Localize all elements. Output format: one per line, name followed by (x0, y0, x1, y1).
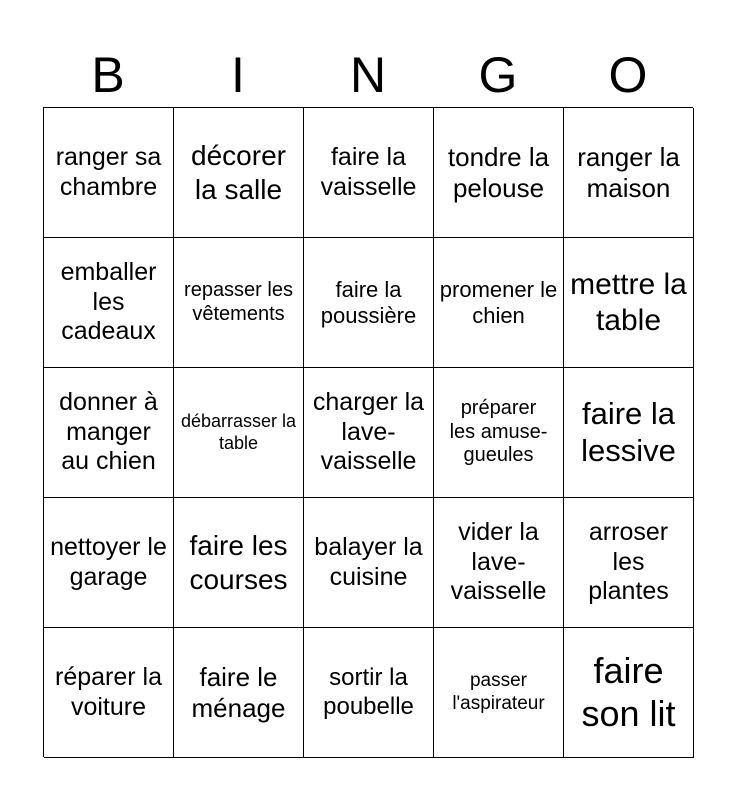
cell-text: balayer la cuisine (314, 533, 423, 591)
cell-text: arroser les plantes (588, 518, 669, 606)
cell-text: débarrasser la table (180, 411, 297, 453)
cell-text: donner à manger au chien (59, 388, 158, 476)
bingo-cell[interactable] (564, 628, 694, 758)
cell-text: faire la lessive (581, 395, 676, 468)
cell-text: nettoyer le garage (50, 533, 167, 591)
bingo-cell[interactable] (174, 368, 304, 498)
header-letter-i: I (231, 47, 245, 103)
cell-text: ranger sa chambre (55, 143, 162, 201)
bingo-cell[interactable] (44, 238, 174, 368)
cell-text: charger la lave-vaisselle (312, 388, 425, 476)
bingo-cell[interactable] (44, 368, 174, 498)
cell-text: emballer les cadeaux (60, 258, 157, 346)
header-letter-o: O (608, 47, 648, 103)
cell-text: ranger la maison (577, 141, 680, 203)
bingo-cell[interactable] (174, 108, 304, 238)
cell-text: préparer les amuse-gueules (449, 397, 548, 467)
bingo-cell[interactable] (564, 238, 694, 368)
cell-text: faire le ménage (191, 661, 286, 723)
cell-text: faire la poussière (320, 276, 417, 328)
bingo-cell[interactable] (44, 498, 174, 628)
cell-text: décorer la salle (191, 140, 286, 205)
bingo-cell[interactable] (174, 498, 304, 628)
bingo-cell[interactable] (304, 238, 434, 368)
bingo-cell[interactable] (434, 108, 564, 238)
bingo-cell[interactable] (434, 238, 564, 368)
bingo-cell[interactable] (434, 368, 564, 498)
cell-text: vider la lave-vaisselle (450, 518, 547, 606)
cell-text: repasser les vêtements (184, 278, 293, 325)
cell-text: sortir la poubelle (323, 664, 414, 720)
bingo-grid (43, 107, 693, 757)
header-letter-b: B (91, 47, 125, 103)
bingo-cell[interactable] (304, 368, 434, 498)
bingo-cell[interactable] (304, 108, 434, 238)
bingo-cell[interactable] (434, 498, 564, 628)
cell-text: passer l'aspirateur (452, 670, 545, 714)
bingo-cell[interactable] (174, 238, 304, 368)
bingo-header (43, 42, 693, 108)
bingo-cell[interactable] (44, 108, 174, 238)
header-letter-n: N (349, 47, 387, 103)
cell-text: faire la vaisselle (320, 143, 417, 201)
cell-text: mettre la table (570, 268, 687, 337)
bingo-cell[interactable] (44, 628, 174, 758)
bingo-cell[interactable] (564, 108, 694, 238)
header-letter-g: G (478, 47, 518, 103)
cell-text: faire son lit (581, 650, 676, 734)
bingo-cell[interactable] (304, 628, 434, 758)
cell-text: tondre la pelouse (447, 141, 550, 203)
bingo-cell[interactable] (564, 368, 694, 498)
bingo-cell[interactable] (564, 498, 694, 628)
bingo-cell[interactable] (174, 628, 304, 758)
cell-text: faire les courses (189, 530, 288, 595)
bingo-cell[interactable] (304, 498, 434, 628)
bingo-cell[interactable] (434, 628, 564, 758)
cell-text: promener le chien (439, 276, 558, 328)
cell-text: réparer la voiture (55, 663, 162, 721)
